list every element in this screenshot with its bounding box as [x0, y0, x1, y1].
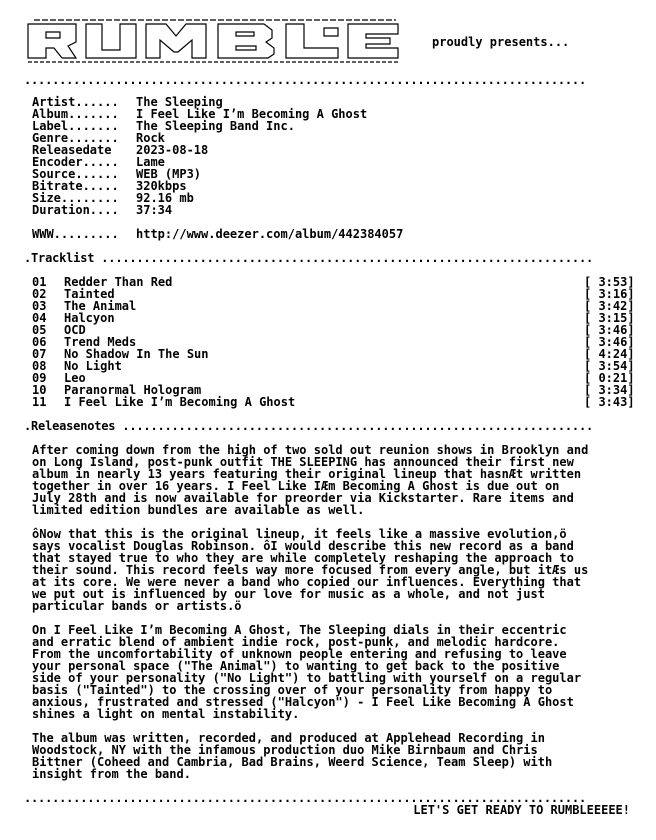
footer-slogan: LET'S GET READY TO RUMBLEEEEE! — [413, 803, 630, 817]
track-row: 05 OCD [ 3:46] — [32, 323, 635, 337]
info-row-www: WWW......... http://www.deezer.com/album/442384057 — [32, 227, 404, 241]
release-info — [32, 96, 367, 216]
track-row: 03 The Animal [ 3:42] — [32, 299, 635, 313]
info-row-album: Album....... I Feel Like I’m Becoming A Ghost — [32, 107, 368, 121]
presents-text: proudly presents... — [432, 35, 570, 49]
info-row-duration: Duration.... 37:34 — [32, 203, 173, 217]
album-link[interactable]: http://www.deezer.com/album/442384057 — [136, 227, 404, 241]
info-row-label: Label....... The Sleeping Band Inc. — [32, 119, 295, 133]
notes-paragraph: On I Feel Like I’m Becoming A Ghost, The Sleeping dials in their eccentric and erratic blend of ambient indie rock, post-punk, and melodic hardcore. From the uncomfortability of unknown people entering and refusing to leave your personal space ("The Animal") to wanting to get back to the positive side of your personality ("No Light") to battling with yourself on a regular basis ("Tainted") to the crossing over of your personality from happy to anxious, frustrated and stressed ("Halcyon") - I Feel Like Becoming A Ghost shines a light on mental instability. — [32, 623, 582, 721]
info-row-encoder: Encoder..... Lame — [32, 155, 165, 169]
track-row: 07 No Shadow In The Sun [ 4:24] — [32, 347, 635, 361]
tracklist — [32, 276, 640, 408]
track-row: 08 No Light [ 3:54] — [32, 359, 635, 373]
track-row: 09 Leo [ 0:21] — [32, 371, 635, 385]
track-row: 01 Redder Than Red [ 3:53] — [32, 275, 635, 289]
divider-bottom: ................................................................................ — [24, 792, 586, 804]
info-row-artist: Artist...... The Sleeping — [32, 95, 223, 109]
divider-top: ................................................................................ — [24, 74, 586, 86]
track-row: 04 Halcyon [ 3:15] — [32, 311, 635, 325]
notes-paragraph: The album was written, recorded, and produced at Applehead Recording in Woodstock, NY with the infamous production duo Mike Birnbaum and Chris Bittner (Coheed and Cambria, Bad Brains, Weerd Science, Team Sleep) with insight from the band. — [32, 731, 553, 781]
rumble-logo — [24, 16, 404, 64]
releasenotes-heading: .Releasenotes ................................................................... — [24, 420, 593, 432]
release-notes — [32, 444, 656, 792]
info-row-releasedate: Releasedate 2023-08-18 — [32, 143, 209, 157]
notes-paragraph: After coming down from the high of two sold out reunion shows in Brooklyn and on Long Island, post-punk outfit THE SLEEPING has announced their first new album in nearly 13 years featuring their original lineup that hasnÆt written together in over 16 years. I Feel Like IÆm Becoming A Ghost is due out on July 28th and is now available for preorder via Kickstarter. Rare items and limited edition bundles are available as well. — [32, 443, 589, 517]
info-row-size: Size........ 92.16 mb — [32, 191, 194, 205]
track-row: 10 Paranormal Hologram [ 3:34] — [32, 383, 635, 397]
track-row: 11 I Feel Like I’m Becoming A Ghost [ 3:43] — [32, 395, 635, 409]
info-row-source: Source...... WEB (MP3) — [32, 167, 202, 181]
tracklist-heading: .Tracklist ...................................................................... — [24, 252, 593, 264]
track-row: 02 Tainted [ 3:16] — [32, 287, 635, 301]
info-row-genre: Genre....... Rock — [32, 131, 165, 145]
info-row-bitrate: Bitrate..... 320kbps — [32, 179, 187, 193]
track-row: 06 Trend Meds [ 3:46] — [32, 335, 635, 349]
notes-paragraph: ôNow that this is the original lineup, it feels like a massive evolution,ö says vocalist Douglas Robinson. ôI would describe this new record as a band that stayed true to who they are while completely reshaping the approach to their sound. This record feels way more focused from every angle, but itÆs us at its core. We were never a band who copied our influences. Everything that we put out is influenced by our love for music as a whole, and not just particular bands or artists.ö — [32, 527, 589, 613]
